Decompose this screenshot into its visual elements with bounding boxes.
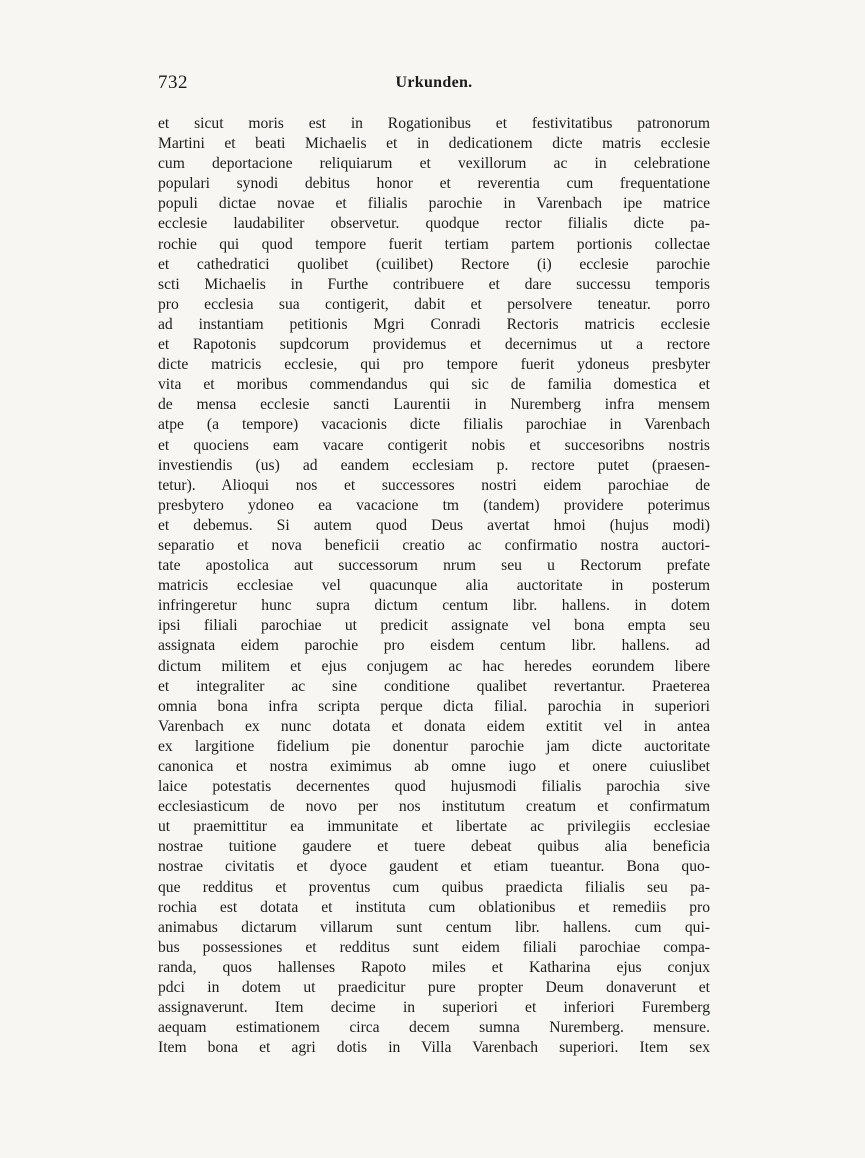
text-line: animabus dictarum villarum sunt centum libr. hallens. cum qui- bbox=[158, 918, 710, 936]
text-line: et debemus. Si autem quod Deus avertat hmoi (hujus modi) bbox=[158, 516, 710, 534]
text-line: infringeretur hunc supra dictum centum libr. hallens. in dotem bbox=[158, 597, 710, 615]
text-line: cum deportacione reliquiarum et vexillorum ac in celebratione bbox=[158, 155, 710, 173]
text-line: populi dictae novae et filialis parochie in Varenbach ipe matrice bbox=[158, 195, 710, 213]
page-number: 732 bbox=[158, 72, 188, 93]
running-head: Urkunden. bbox=[395, 74, 473, 91]
text-line: ecclesiasticum de novo per nos institutum creatum et confirmatum bbox=[158, 798, 710, 816]
text-line: populari synodi debitus honor et reverentia cum frequentatione bbox=[158, 175, 710, 193]
text-line: que redditus et proventus cum quibus praedicta filialis seu pa- bbox=[158, 878, 710, 896]
text-line: et quociens eam vacare contigerit nobis et succesoribns nostris bbox=[158, 436, 710, 454]
text-line: ecclesie laudabiliter observetur. quodque rector filialis dicte pa- bbox=[158, 215, 710, 233]
text-line: nostrae civitatis et dyoce gaudent et etiam tueantur. Bona quo- bbox=[158, 858, 710, 876]
text-line: separatio et nova beneficii creatio ac confirmatio nostra auctori- bbox=[158, 536, 710, 554]
text-line: Item bona et agri dotis in Villa Varenbach superiori. Item sex bbox=[158, 1039, 710, 1057]
text-line: tetur). Alioqui nos et successores nostri eidem parochiae de bbox=[158, 476, 710, 494]
text-line: pro ecclesia sua contigerit, dabit et persolvere teneatur. porro bbox=[158, 295, 710, 313]
text-line: ipsi filiali parochiae ut predicit assignate vel bona empta seu bbox=[158, 617, 710, 635]
text-line: et cathedratici quolibet (cuilibet) Rectore (i) ecclesie parochie bbox=[158, 255, 710, 273]
text-line: scti Michaelis in Furthe contribuere et dare successu temporis bbox=[158, 275, 710, 293]
text-line: bus possessiones et redditus sunt eidem filiali parochiae compa- bbox=[158, 938, 710, 956]
text-line: dictum militem et ejus conjugem ac hac heredes eorundem libere bbox=[158, 657, 710, 675]
text-line: et integraliter ac sine conditione qualibet revertantur. Praeterea bbox=[158, 677, 710, 695]
text-line: laice potestatis decernentes quod hujusmodi filialis parochia sive bbox=[158, 778, 710, 796]
text-line: Martini et beati Michaelis et in dedicationem dicte matris ecclesie bbox=[158, 135, 710, 153]
text-line: nostrae tuitione gaudere et tuere debeat quibus alia beneficia bbox=[158, 838, 710, 856]
text-line: vita et moribus commendandus qui sic de familia domestica et bbox=[158, 376, 710, 394]
text-line: assignaverunt. Item decime in superiori et inferiori Furemberg bbox=[158, 999, 710, 1017]
text-line: rochia est dotata et instituta cum oblationibus et remediis pro bbox=[158, 898, 710, 916]
text-line: atpe (a tempore) vacacionis dicte filialis parochiae in Varenbach bbox=[158, 416, 710, 434]
text-line: dicte matricis ecclesie, qui pro tempore fuerit ydoneus presbyter bbox=[158, 356, 710, 374]
text-line: aequam estimationem circa decem sumna Nuremberg. mensure. bbox=[158, 1019, 710, 1037]
body-text bbox=[158, 114, 710, 1058]
text-line: et Rapotonis supdcorum providemus et decernimus ut a rectore bbox=[158, 336, 710, 354]
text-line: ad instantiam petitionis Mgri Conradi Rectoris matricis ecclesie bbox=[158, 315, 710, 333]
text-line: de mensa ecclesie sancti Laurentii in Nuremberg infra mensem bbox=[158, 396, 710, 414]
text-line: matricis ecclesiae vel quacunque alia auctoritate in posterum bbox=[158, 577, 710, 595]
text-line: investiendis (us) ad eandem ecclesiam p. rectore putet (praesen- bbox=[158, 456, 710, 474]
text-line: tate apostolica aut successorum nrum seu u Rectorum prefate bbox=[158, 557, 710, 575]
text-line: pdci in dotem ut praedicitur pure propter Deum donaverunt et bbox=[158, 979, 710, 997]
page-header bbox=[158, 72, 710, 102]
text-line: rochie qui quod tempore fuerit tertiam partem portionis collectae bbox=[158, 235, 710, 253]
text-line: presbytero ydoneo ea vacacione tm (tandem) providere poterimus bbox=[158, 496, 710, 514]
text-line: et sicut moris est in Rogationibus et festivitatibus patronorum bbox=[158, 115, 710, 132]
text-line: canonica et nostra eximimus ab omne iugo et onere cuiuslibet bbox=[158, 758, 710, 775]
text-line: assignata eidem parochie pro eisdem centum libr. hallens. ad bbox=[158, 637, 710, 655]
text-line: ut praemittitur ea immunitate et libertate ac privilegiis ecclesiae bbox=[158, 818, 710, 836]
text-line: omnia bona infra scripta perque dicta filial. parochia in superiori bbox=[158, 697, 710, 715]
text-line: Varenbach ex nunc dotata et donata eidem extitit vel in antea bbox=[158, 717, 710, 735]
text-line: randa, quos hallenses Rapoto miles et Katharina ejus conjux bbox=[158, 958, 710, 976]
text-line: ex largitione fidelium pie donentur parochie jam dicte auctoritate bbox=[158, 737, 710, 755]
